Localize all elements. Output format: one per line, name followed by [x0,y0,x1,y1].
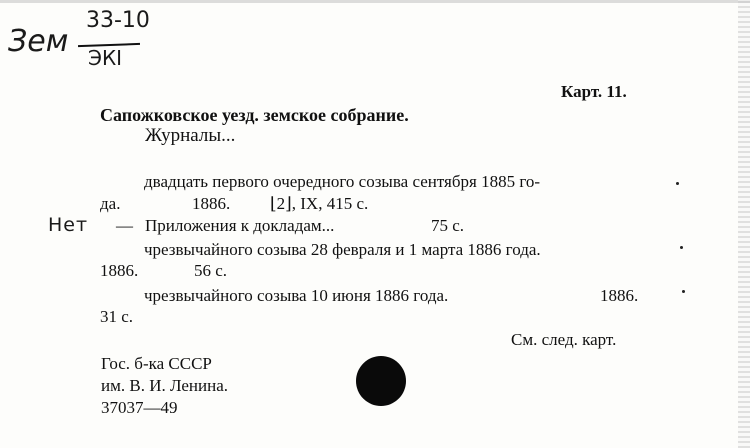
entry2-pages: 75 с. [431,216,465,235]
entry4-line1-year: 1886. [600,286,639,305]
entry1-line2-da: да. [100,194,121,213]
margin-dot [680,246,683,249]
library-line2: им. В. И. Ленина. [101,376,229,395]
entry3-line2-pages: 56 с. [194,261,228,280]
heading-title: Сапожковское уезд. земское собрание. [100,105,409,125]
entry2-line: Приложения к докладам... [145,216,335,235]
margin-dot [676,182,679,185]
entry4-line2: 31 с. [100,307,134,326]
card-right-edge [738,0,750,448]
handwritten-numerator: 33-10 [86,8,150,33]
heading-subtitle: Журналы... [145,125,236,146]
handwritten-note: Нет [48,214,89,236]
entry1-line1: двадцать первого очередного созыва сентября 1885 го- [144,172,541,191]
library-line3: 37037—49 [101,398,178,417]
entry3-line2-year: 1886. [100,261,139,280]
handwritten-prefix: Зем [8,24,69,59]
entry1-line2-pages: ⌊2⌋, IX, 415 с. [270,194,369,213]
entry1-line2-year: 1886. [192,194,231,213]
handwritten-denominator: ЭКI [88,46,123,70]
entry2-dash: — [116,216,133,235]
entry4-line1: чрезвычайного созыва 10 июня 1886 года. [144,286,449,305]
library-line1: Гос. б-ка СССР [101,354,212,373]
card-number: Карт. 11. [561,82,627,101]
see-next-card: См. след. карт. [511,330,617,349]
punch-hole [356,356,406,406]
margin-dot [682,290,685,293]
card-top-edge [0,0,750,3]
entry3-line1: чрезвычайного созыва 28 февраля и 1 марта 1886 года. [144,240,541,259]
